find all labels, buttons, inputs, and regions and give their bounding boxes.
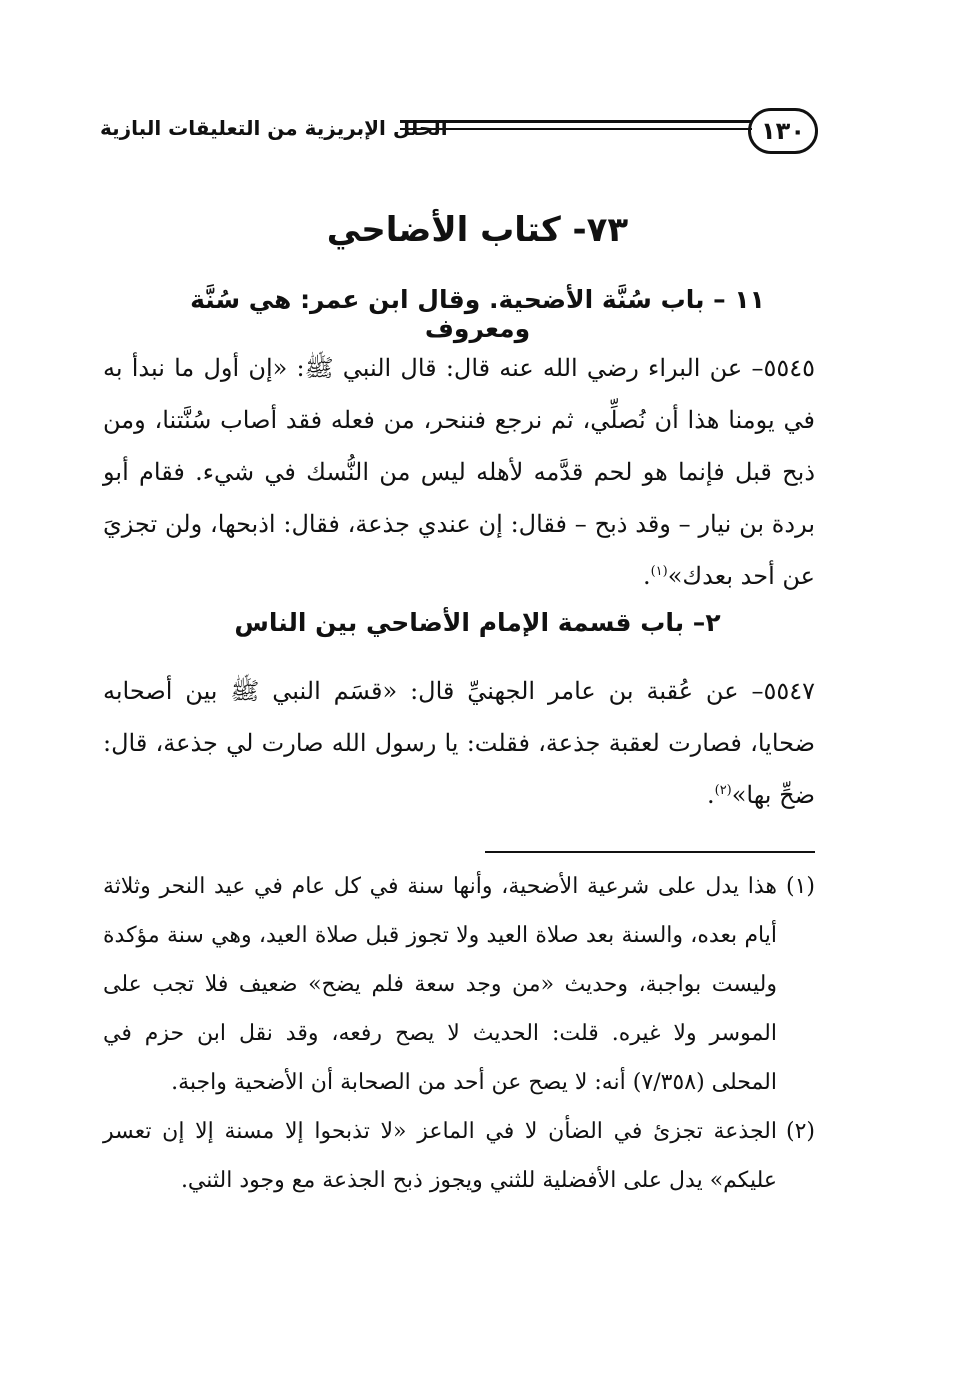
footnote-2: [103, 1107, 815, 1205]
hadith-1: [103, 342, 815, 602]
chapter-heading-2: ٢– باب قسمة الإمام الأضاحي بين الناس: [234, 608, 721, 637]
book-title: ٧٣- كتاب الأضاحي: [326, 210, 629, 250]
hadith-text: عن عُقبة بن عامر الجهنيِّ قال: «قسَم النبي ﷺ بين أصحابه ضحايا، فصارت لعقبة جذعة، فقلت: يا رسول الله صارت لي جذعة، قال: ضحِّ بها»: [103, 677, 815, 809]
hadith-2: [103, 665, 815, 821]
footnote-ref[interactable]: (١): [650, 564, 668, 579]
page-header: [100, 108, 818, 160]
hadith-number: ٥٥٤٥–: [751, 354, 815, 382]
header-rule: [400, 120, 752, 130]
hadith-end: .: [706, 781, 715, 809]
footnote-number: (١): [785, 874, 815, 899]
running-title: الحلل الإبريزية من التعليقات البازية: [100, 116, 448, 140]
hadith-end: .: [642, 562, 651, 590]
footnote-text: الجذعة تجزئ في الضأن لا في الماعز «لا تذبحوا إلا مسنة إلا إن تعسر عليكم» يدل على الأفضلية للثني ويجوز ذبح الجذعة مع وجود الثني.: [103, 1119, 777, 1193]
chapter-heading-1: ١١ – باب سُنَّة الأضحية. وقال ابن عمر: هي سُنَّة ومعروف: [190, 285, 765, 343]
hadith-number: ٥٥٤٧–: [751, 677, 815, 705]
footnote-number: (٢): [785, 1119, 815, 1144]
hadith-text: عن البراء رضي الله عنه قال: قال النبي ﷺ: «إن أول ما نبدأ به في يومنا هذا أن نُصلِّي، ثم نرجع فننحر، من فعله فقد أصاب سُنَّتنا، ومن ذبح قبل فإنما هو لحم قدَّمه لأهله ليس من النُّسك في شيء. فقام أبو بردة بن نيار – وقد ذبح – فقال: إن عندي جذعة، فقال: اذبحها، ولن تجزيَ عن أحد بعدك»: [103, 354, 815, 590]
page-number: ١٣٠: [748, 108, 818, 154]
footnote-separator: [485, 851, 815, 853]
footnote-text: هذا يدل على شرعية الأضحية، وأنها سنة في كل عام في عيد النحر وثلاثة أيام بعده، والسنة بعد صلاة العيد ولا تجوز قبل صلاة العيد، وهي سنة مؤكدة وليست بواجبة، وحديث «من وجد سعة فلم يضح» ضعيف فلا تجب على الموسر ولا غيره. قلت: الحديث لا يصح رفعه، وقد نقل ابن حزم في المحلى (٧/٣٥٨) أنه: لا يصح عن أحد من الصحابة أن الأضحية واجبة.: [103, 874, 777, 1095]
footnotes: [103, 862, 815, 1205]
footnote-1: [103, 862, 815, 1107]
footnote-ref[interactable]: (٢): [714, 783, 732, 798]
